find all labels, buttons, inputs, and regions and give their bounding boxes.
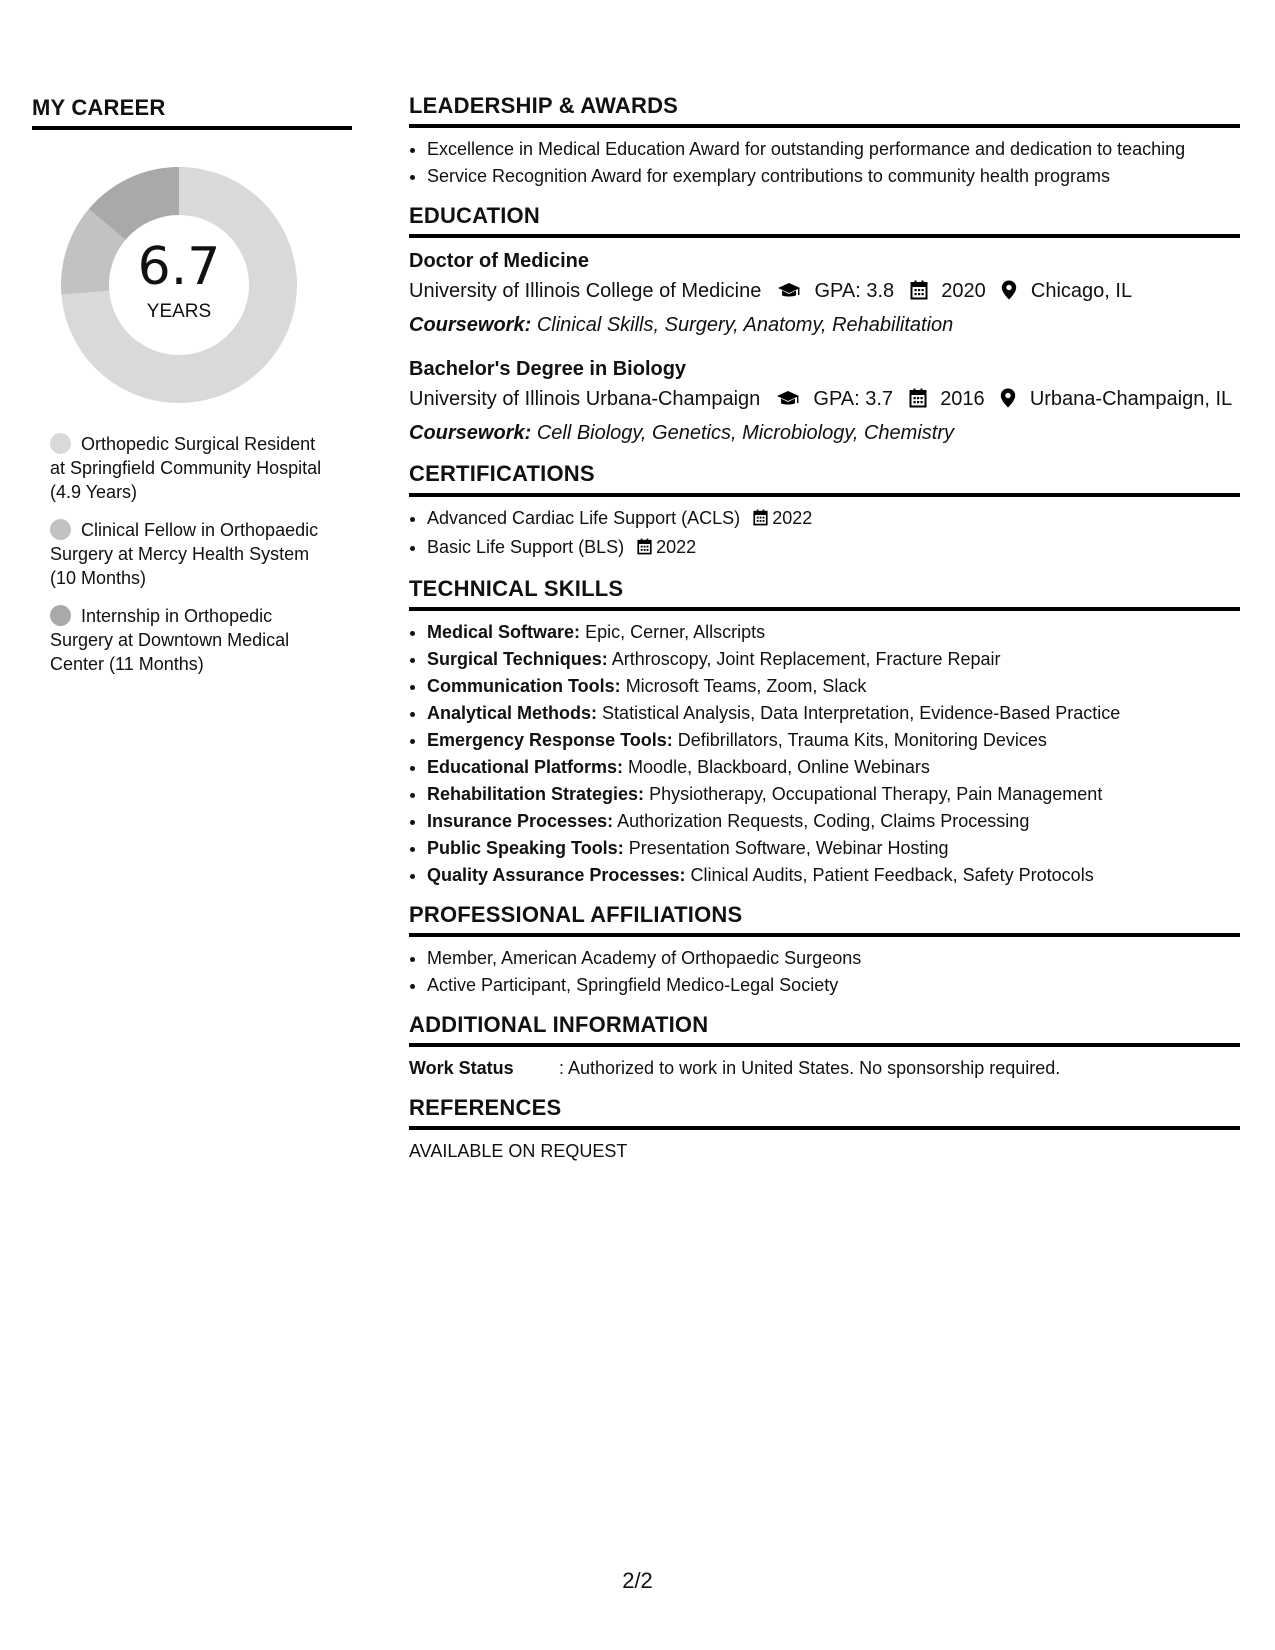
skill-value: Authorization Requests, Coding, Claims Processing: [617, 810, 1030, 831]
legend-item: [50, 432, 325, 504]
affiliations-list: [409, 945, 1240, 999]
coursework-label: Coursework:: [409, 314, 532, 337]
page-number: 2/2: [622, 1568, 653, 1593]
calendar-icon: [909, 387, 927, 418]
certifications-section: [409, 462, 1240, 562]
gpa: GPA: 3.7: [813, 388, 894, 411]
legend-dot: [50, 519, 71, 540]
career-total-unit: YEARS: [146, 301, 212, 323]
gpa: GPA: 3.8: [814, 280, 895, 303]
education-details: [409, 276, 1240, 310]
graduation-cap-icon: [777, 279, 801, 310]
school-location: Chicago, IL: [1030, 280, 1133, 303]
school-location: Urbana-Champaign, IL: [1029, 388, 1233, 411]
list-item: • Active Participant, Springfield Medico-Legal Society: [427, 972, 1240, 999]
list-item: [427, 700, 1240, 727]
section-title: ADDITIONAL INFORMATION: [409, 1013, 1240, 1047]
skill-value: Moodle, Blackboard, Online Webinars: [628, 756, 930, 777]
list-item: [427, 619, 1240, 646]
resume-main: [409, 94, 1240, 1179]
skills-list: [409, 619, 1240, 889]
certification-name: Advanced Cardiac Life Support (ACLS): [427, 507, 741, 528]
coursework: [409, 310, 1240, 340]
skill-label: Quality Assurance Processes:: [427, 864, 686, 885]
skill-label: Rehabilitation Strategies:: [427, 783, 645, 804]
work-status-row: [409, 1055, 1240, 1082]
school-name: University of Illinois College of Medicine: [409, 280, 762, 303]
section-title: PROFESSIONAL AFFILIATIONS: [409, 903, 1240, 937]
skill-label: Educational Platforms:: [427, 756, 624, 777]
skill-value: Defibrillators, Trauma Kits, Monitoring Devices: [677, 729, 1047, 750]
coursework-label: Coursework:: [409, 422, 532, 445]
skill-value: Physiotherapy, Occupational Therapy, Pain Management: [649, 783, 1103, 804]
career-donut-chart: [56, 162, 302, 408]
calendar-icon: [637, 536, 652, 563]
graduation-year: 2016: [940, 388, 985, 411]
skill-label: Communication Tools:: [427, 675, 621, 696]
list-item: [427, 808, 1240, 835]
calendar-icon: [753, 507, 768, 534]
legend-dot: [50, 605, 71, 626]
legend-label: Orthopedic Surgical Resident at Springfield Community Hospital (4.9 Years): [50, 434, 322, 503]
career-title: MY CAREER: [32, 96, 352, 130]
career-total-value: 6.7: [137, 237, 221, 298]
donut-center: [56, 162, 302, 408]
skill-label: Public Speaking Tools:: [427, 837, 624, 858]
skill-value: Presentation Software, Webinar Hosting: [628, 837, 949, 858]
list-item: • Member, American Academy of Orthopaedic Surgeons: [427, 945, 1240, 972]
legend-label: Clinical Fellow in Orthopaedic Surgery at Mercy Health System (10 Months): [50, 520, 319, 589]
work-status-label: Work Status: [409, 1058, 514, 1079]
map-pin-icon: [1000, 387, 1016, 418]
certifications-list: [409, 505, 1240, 563]
graduation-cap-icon: [776, 387, 800, 418]
career-legend: [50, 432, 325, 676]
skill-label: Surgical Techniques:: [427, 648, 608, 669]
coursework-value: Cell Biology, Genetics, Microbiology, Chemistry: [536, 422, 954, 445]
school-name: University of Illinois Urbana-Champaign: [409, 388, 761, 411]
list-item: [427, 646, 1240, 673]
degree-title: Bachelor's Degree in Biology: [409, 358, 687, 381]
list-item: [427, 781, 1240, 808]
section-title: REFERENCES: [409, 1096, 1240, 1130]
education-details: [409, 384, 1240, 418]
skill-value: Epic, Cerner, Allscripts: [585, 621, 766, 642]
legend-dot: [50, 433, 71, 454]
certification-year: 2022: [772, 507, 813, 528]
technical-skills-section: [409, 577, 1240, 889]
skill-label: Emergency Response Tools:: [427, 729, 673, 750]
calendar-icon: [910, 279, 928, 310]
coursework: [409, 418, 1240, 448]
coursework-value: Clinical Skills, Surgery, Anatomy, Rehabilitation: [536, 314, 954, 337]
additional-info-section: [409, 1013, 1240, 1082]
section-title: LEADERSHIP & AWARDS: [409, 94, 1240, 128]
certification-name: Basic Life Support (BLS): [427, 536, 625, 557]
section-title: EDUCATION: [409, 204, 1240, 238]
list-item: [427, 727, 1240, 754]
list-item: [427, 862, 1240, 889]
skill-label: Medical Software:: [427, 621, 581, 642]
education-item: [409, 246, 1240, 340]
list-item: [427, 534, 1240, 563]
education-item: [409, 354, 1240, 448]
map-pin-icon: [1001, 279, 1017, 310]
skill-label: Insurance Processes:: [427, 810, 614, 831]
list-item: • Service Recognition Award for exemplary contributions to community health programs: [427, 163, 1240, 190]
list-item: [427, 835, 1240, 862]
leadership-section: [409, 94, 1240, 190]
references-section: [409, 1096, 1240, 1165]
graduation-year: 2020: [941, 280, 986, 303]
legend-item: [50, 518, 325, 590]
list-item: • Excellence in Medical Education Award for outstanding performance and dedication to teaching: [427, 136, 1240, 163]
section-title: TECHNICAL SKILLS: [409, 577, 1240, 611]
leadership-list: [409, 136, 1240, 190]
skill-value: Clinical Audits, Patient Feedback, Safety Protocols: [690, 864, 1094, 885]
skill-value: Arthroscopy, Joint Replacement, Fracture Repair: [611, 648, 1001, 669]
degree-title: Doctor of Medicine: [409, 250, 590, 273]
legend-label: Internship in Orthopedic Surgery at Downtown Medical Center (11 Months): [50, 606, 290, 675]
section-title: CERTIFICATIONS: [409, 462, 1240, 496]
skill-label: Analytical Methods:: [427, 702, 598, 723]
education-section: [409, 204, 1240, 448]
list-item: [427, 673, 1240, 700]
legend-item: [50, 604, 325, 676]
career-sidebar: [32, 96, 352, 690]
references-text: AVAILABLE ON REQUEST: [409, 1141, 628, 1162]
list-item: [427, 754, 1240, 781]
list-item: [427, 505, 1240, 534]
skill-value: Statistical Analysis, Data Interpretation, Evidence-Based Practice: [602, 702, 1121, 723]
affiliations-section: [409, 903, 1240, 999]
skill-value: Microsoft Teams, Zoom, Slack: [625, 675, 867, 696]
certification-year: 2022: [656, 536, 697, 557]
work-status-value: : Authorized to work in United States. No sponsorship required.: [559, 1058, 1061, 1079]
